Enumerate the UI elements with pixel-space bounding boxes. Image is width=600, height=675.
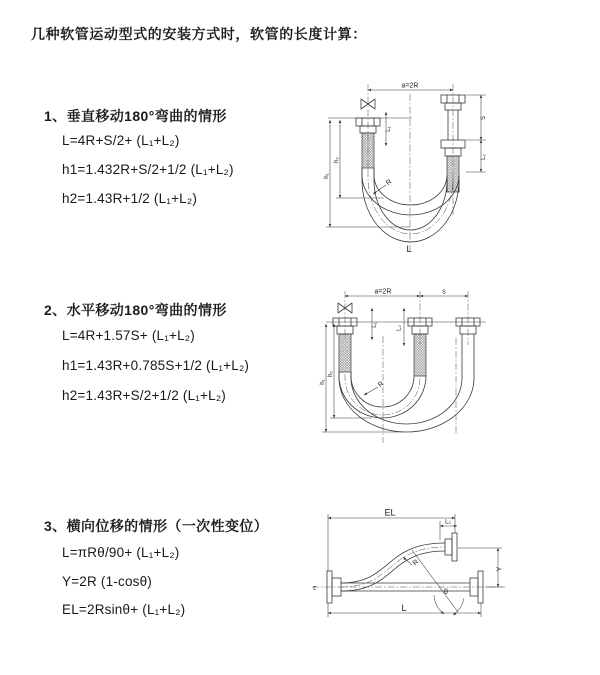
section-2-heading: 2、水平移动180°弯曲的情形 (44, 302, 227, 318)
s-curve-hose (341, 543, 445, 591)
section-3-formula-L: L=πRθ/90+ (L₁+L₂) (62, 545, 180, 560)
dim-label-h1: h₁ (324, 173, 330, 179)
diagram-lateral-displacement (308, 508, 508, 623)
r-arrow (364, 387, 378, 395)
theta-arc-left (434, 595, 444, 614)
page-title: 几种软管运动型式的安装方式时，软管的长度计算： (31, 26, 367, 42)
dim-label-h1: h₁ (320, 379, 326, 385)
dim-label-el: EL (384, 507, 396, 518)
hose-u-curves (339, 334, 474, 432)
theta-arc-right (453, 598, 464, 615)
section-3-heading: 3、横向位移的情形（一次性变位） (44, 518, 269, 534)
section-1-heading: 1、垂直移动180°弯曲的情形 (44, 108, 227, 124)
dim-label-l1: L₁ (372, 322, 378, 328)
label-r: R (377, 380, 386, 390)
section-2-formula-h1: h1=1.43R+0.785S+1/2 (L₁+L₂) (62, 358, 250, 373)
section-1-formula-h2: h2=1.43R+1/2 (L₁+L₂) (62, 191, 198, 206)
dim-label-h2: h₂ (328, 371, 334, 377)
dim-label-s: S (481, 115, 487, 121)
diagram-horizontal-movement (320, 290, 495, 446)
dim-label-s: s (442, 288, 446, 296)
dim-label-l2: L₂ (481, 154, 487, 160)
theta-chord-line (412, 550, 458, 612)
dim-label-a2r: a=2R (401, 82, 419, 90)
section-2-formula-h2: h2=1.43R+S/2+1/2 (L₁+L₂) (62, 388, 226, 403)
right-upper-flange (445, 533, 457, 561)
hose-u-curves (362, 168, 459, 242)
dim-label-l2: L₂ (445, 519, 451, 526)
braided-hose-section (362, 133, 374, 168)
section-2-formula-L: L=4R+1.57S+ (L₁+L₂) (62, 328, 195, 343)
dim-label-l: L (401, 603, 407, 613)
diagram-vertical-movement (322, 80, 494, 256)
label-r: R (385, 178, 394, 188)
braided-hose-section (339, 334, 351, 372)
section-1-formula-L: L=4R+S/2+ (L₁+L₂) (62, 133, 180, 148)
dim-label-l2: L₂ (396, 325, 403, 331)
dim-label-a2r: a=2R (374, 288, 392, 296)
label-r: R (411, 558, 421, 568)
section-3-formula-EL: EL=2Rsinθ+ (L₁+L₂) (62, 602, 186, 617)
label-l: L (406, 244, 412, 254)
section-3-formula-Y: Y=2R (1-cosθ) (62, 574, 153, 589)
dim-label-h2: h₂ (334, 157, 340, 163)
label-z: z (313, 585, 316, 592)
dim-label-y: Y (496, 566, 504, 572)
dim-label-l1: L₁ (386, 126, 392, 132)
left-flange-assembly (333, 318, 357, 372)
label-theta: θ (444, 589, 448, 596)
section-1-formula-h1: h1=1.432R+S/2+1/2 (L₁+L₂) (62, 162, 234, 177)
braided-hose-section (414, 334, 426, 376)
